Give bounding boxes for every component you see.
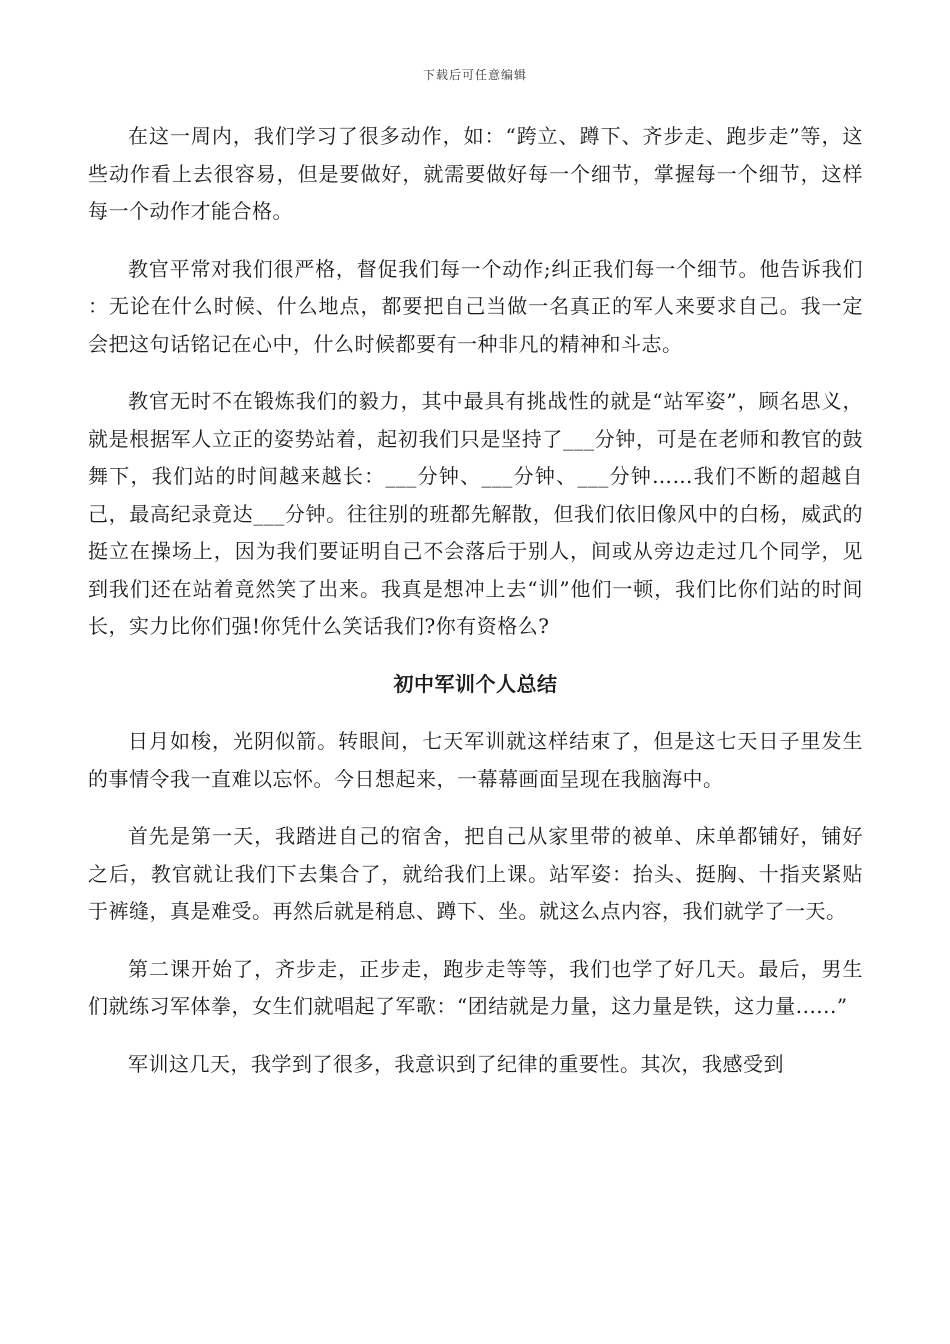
page-header-note: 下载后可任意编辑 <box>422 68 527 82</box>
document-body <box>88 118 863 1103</box>
paragraph: 军训这几天，我学到了很多，我意识到了纪律的重要性。其次，我感受到 <box>128 1051 784 1076</box>
paragraph: 日月如梭，光阴似箭。转眼间，七天军训就这样结束了，但是这七天日子里发生的事情令我一直难以忘怀。今日想起来，一幕幕画面呈现在我脑海中。 <box>88 729 863 791</box>
section-title: 初中军训个人总结 <box>393 671 558 696</box>
paragraph: 教官平常对我们很严格，督促我们每一个动作;纠正我们每一个细节。他告诉我们 ：无论在什么时候、什么地点，都要把自己当做一名真正的军人来要求自己。我一定会把这句话铭记在心中，什么时候都要有一种非凡的精神和斗志。 <box>88 256 863 356</box>
paragraph: 教官无时不在锻炼我们的毅力，其中最具有挑战性的就是“站军姿”，顾名思义，就是根据军人立正的姿势站着，起初我们只是坚持了___分钟，可是在老师和教官的鼓舞下，我们站的时间越来越长：___分钟、___分钟、___分钟……我们不断的超越自己，最高纪录竟达___分钟。往往别的班都先解散，但我们依旧像风中的白杨，威武的挺立在操场上，因为我们要证明自己不会落后于别人，间或从旁边走过几个同学，见到我们还在站着竟然笑了出来。我真是想冲上去“训”他们一顿，我们比你们站的时间长，实力比你们强!你凭什么笑话我们?你有资格么? <box>88 389 863 638</box>
paragraph: 首先是第一天，我踏进自己的宿舍，把自己从家里带的被单、床单都铺好，铺好之后，教官就让我们下去集合了，就给我们上课。站军姿：抬头、挺胸、十指夹紧贴于裤缝，真是难受。再然后就是稍息、蹲下、坐。就这么点内容，我们就学了一天。 <box>88 824 863 923</box>
paragraph: 第二课开始了，齐步走，正步走，跑步走等等，我们也学了好几天。最后，男生们就练习军体拳，女生们就唱起了军歌：“团结就是力量，这力量是铁，这力量......” <box>88 956 863 1018</box>
paragraph: 在这一周内，我们学习了很多动作，如：“跨立、蹲下、齐步走、跑步走”等，这些动作看上去很容易，但是要做好，就需要做好每一个细节，掌握每一个细节，这样每一个动作才能合格。 <box>88 124 863 223</box>
